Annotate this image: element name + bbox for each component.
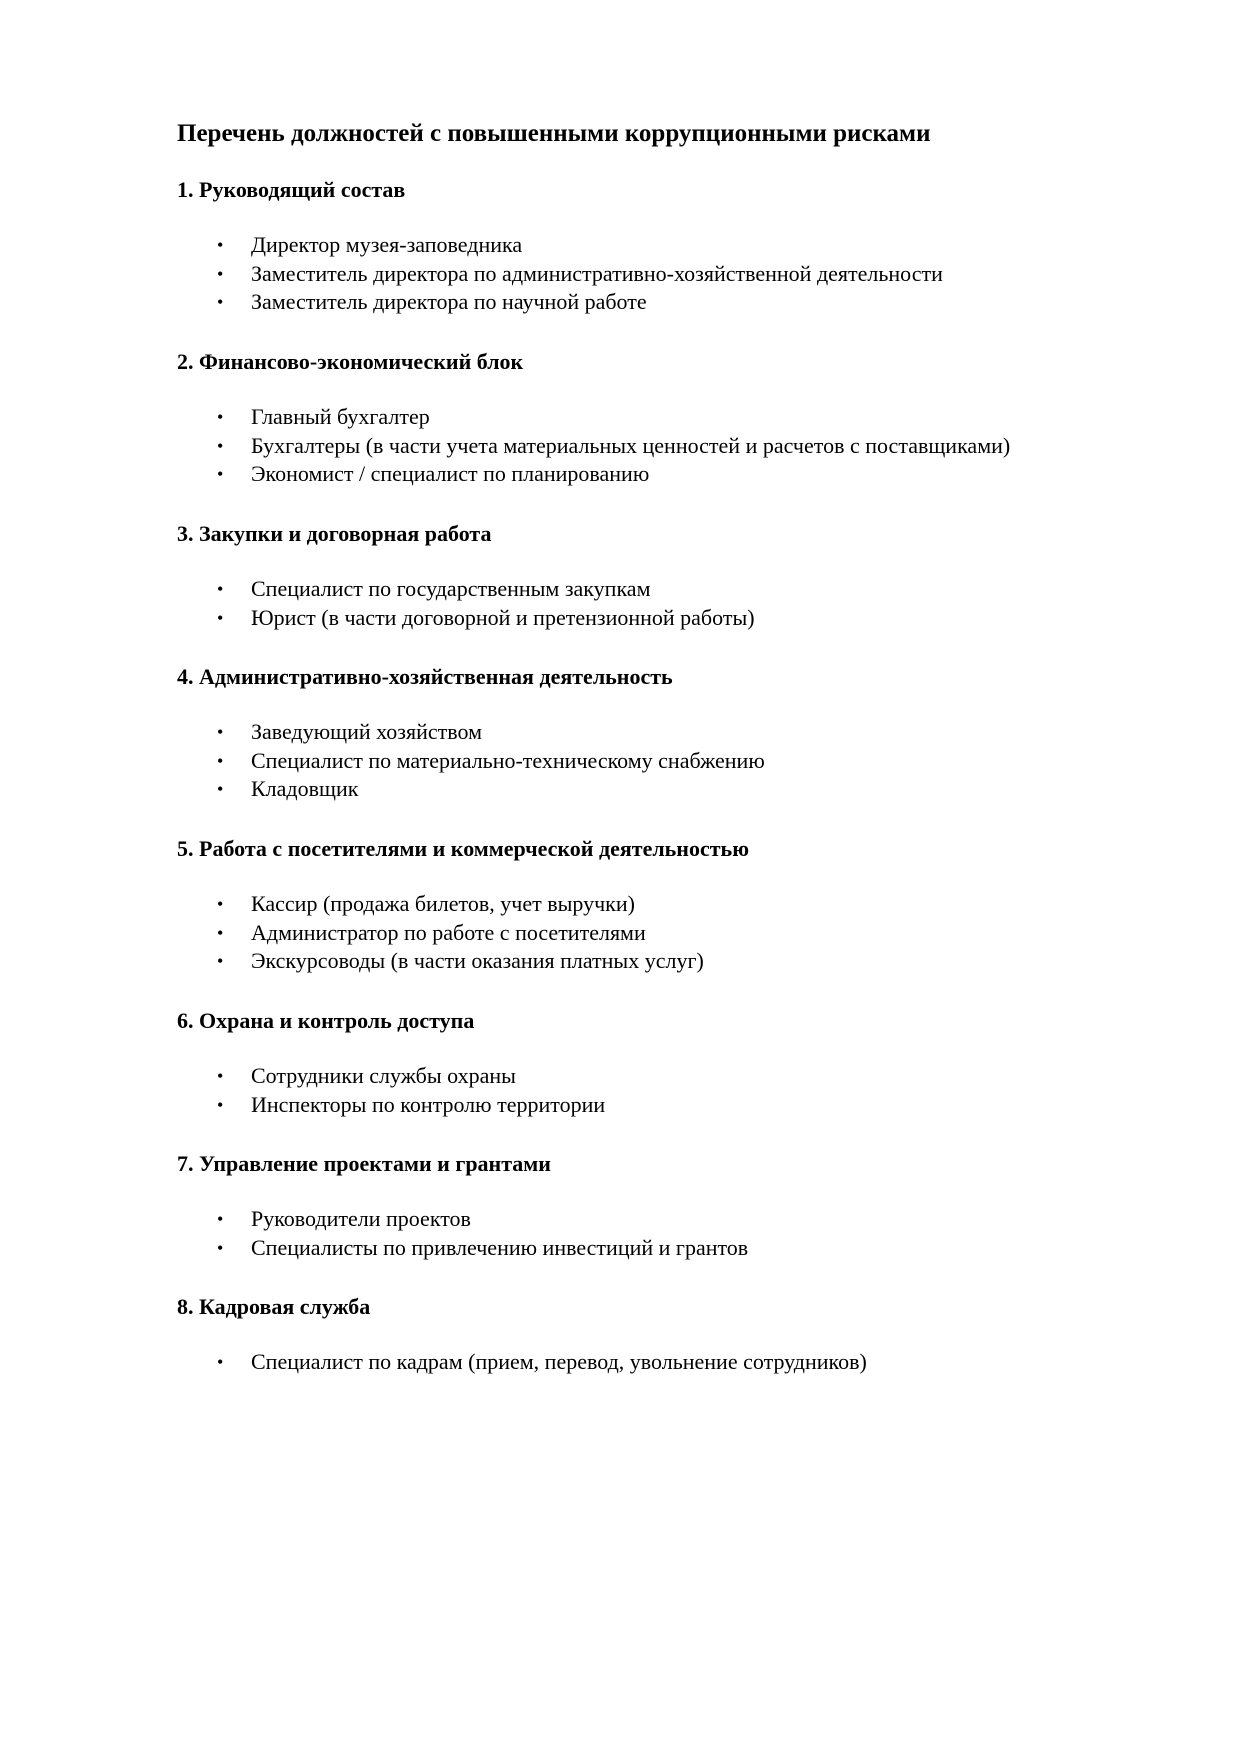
section-8: [177, 1293, 1177, 1377]
bullet-icon: •: [217, 1094, 224, 1115]
document-title: Перечень должностей с повышенными коррупционными рисками: [177, 120, 931, 147]
bullet-icon: •: [217, 464, 224, 485]
list-item-text: Инспекторы по контролю территории: [251, 1091, 606, 1117]
list-item: [177, 1348, 1177, 1377]
list-item-text: Директор музея-заповедника: [251, 232, 523, 257]
bullet-icon: •: [217, 750, 224, 771]
list-item: [177, 775, 1177, 804]
section-heading: 6. Охрана и контроль доступа: [177, 1008, 475, 1033]
bullet-icon: •: [217, 894, 224, 914]
bullet-icon: •: [217, 1237, 224, 1258]
bullet-list: [177, 575, 1177, 632]
bullet-list: [177, 890, 1177, 976]
list-item-text: Специалист по материально-техническому снабжению: [251, 747, 765, 773]
section-heading: 1. Руководящий состав: [177, 177, 406, 202]
bullet-icon: •: [217, 579, 224, 599]
list-item: [177, 1062, 1177, 1091]
section-heading: 8. Кадровая служба: [177, 1294, 371, 1319]
bullet-list: [177, 1205, 1177, 1262]
list-item-text: Руководители проектов: [251, 1206, 471, 1231]
bullet-list: [177, 718, 1177, 804]
bullet-icon: •: [217, 779, 224, 800]
section-heading: 3. Закупки и договорная работа: [177, 521, 492, 546]
bullet-icon: •: [217, 922, 224, 943]
list-item-text: Специалист по кадрам (прием, перевод, увольнение сотрудников): [251, 1349, 867, 1374]
list-item-text: Главный бухгалтер: [251, 404, 430, 429]
bullet-icon: •: [217, 607, 224, 628]
list-item-text: Заведующий хозяйством: [251, 719, 482, 744]
bullet-list: [177, 1348, 1177, 1377]
list-item-text: Юрист (в части договорной и претензионной работы): [251, 604, 755, 630]
list-item: [177, 947, 1177, 976]
list-item: [177, 575, 1177, 604]
section-1: [177, 176, 1177, 317]
bullet-icon: •: [217, 1352, 224, 1372]
section-heading: 7. Управление проектами и грантами: [177, 1151, 551, 1176]
list-item: [177, 604, 1177, 633]
bullet-list: [177, 403, 1177, 489]
list-item: [177, 288, 1177, 317]
bullet-icon: •: [217, 1209, 224, 1229]
list-item-text: Бухгалтеры (в части учета материальных ценностей и расчетов с поставщиками): [251, 432, 1011, 458]
section-6: [177, 1007, 1177, 1119]
list-item-text: Специалисты по привлечению инвестиций и грантов: [251, 1234, 749, 1260]
section-heading: 5. Работа с посетителями и коммерческой деятельностью: [177, 836, 749, 861]
bullet-icon: •: [217, 407, 224, 427]
list-item: [177, 260, 1177, 289]
list-item-text: Кассир (продажа билетов, учет выручки): [251, 891, 635, 916]
bullet-icon: •: [217, 292, 224, 313]
list-item-text: Администратор по работе с посетителями: [251, 919, 646, 945]
list-item: [177, 1205, 1177, 1234]
bullet-icon: •: [217, 722, 224, 742]
section-heading: 4. Административно-хозяйственная деятельность: [177, 664, 673, 689]
list-item-text: Кладовщик: [251, 776, 359, 802]
section-heading: 2. Финансово-экономический блок: [177, 349, 524, 374]
list-item: [177, 919, 1177, 948]
list-item: [177, 890, 1177, 919]
list-item-text: Специалист по государственным закупкам: [251, 576, 651, 601]
bullet-icon: •: [217, 1066, 224, 1086]
section-4: [177, 663, 1177, 804]
bullet-icon: •: [217, 235, 224, 255]
list-item-text: Заместитель директора по научной работе: [251, 289, 647, 315]
bullet-list: [177, 1062, 1177, 1119]
section-3: [177, 520, 1177, 632]
list-item: [177, 403, 1177, 432]
list-item-text: Сотрудники службы охраны: [251, 1063, 516, 1088]
bullet-icon: •: [217, 263, 224, 284]
list-item: [177, 747, 1177, 776]
list-item: [177, 1091, 1177, 1120]
list-item: [177, 460, 1177, 489]
section-7: [177, 1150, 1177, 1262]
list-item-text: Заместитель директора по административно-хозяйственной деятельности: [251, 260, 943, 286]
section-2: [177, 348, 1177, 489]
bullet-icon: •: [217, 951, 224, 972]
list-item-text: Экскурсоводы (в части оказания платных услуг): [251, 948, 704, 974]
list-item: [177, 718, 1177, 747]
list-item-text: Экономист / специалист по планированию: [251, 461, 650, 487]
section-5: [177, 835, 1177, 976]
list-item: [177, 432, 1177, 461]
list-item: [177, 1234, 1177, 1263]
bullet-icon: •: [217, 435, 224, 456]
bullet-list: [177, 231, 1177, 317]
list-item: [177, 231, 1177, 260]
